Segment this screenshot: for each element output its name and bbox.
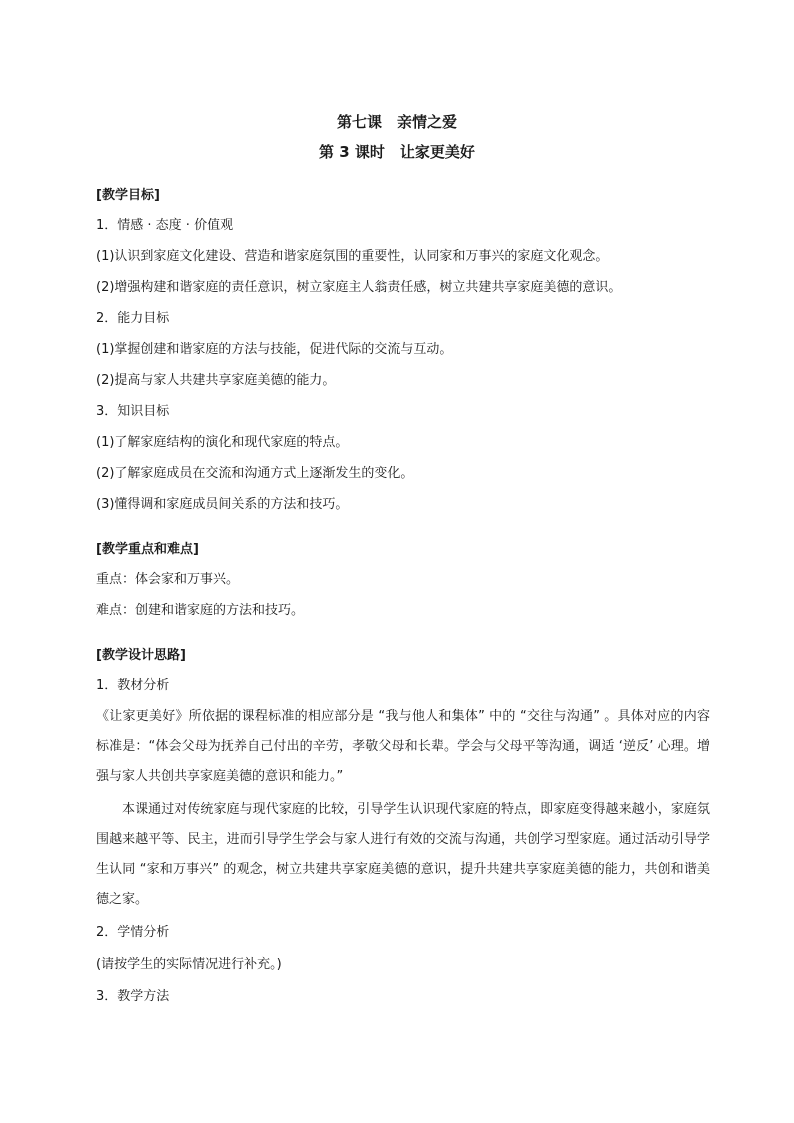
focus-difficulty: 难点：创建和谐家庭的方法和技巧。 <box>96 603 305 618</box>
section-heading-focus: [教学重点和难点] <box>96 542 199 557</box>
lesson-title: 第七课 亲情之爱 <box>336 113 457 131</box>
lesson-subtitle: 第 3 课时 让家更美好 <box>319 143 475 161</box>
design-paragraph-1: 《让家更美好》所依据的课程标准的相应部分是 “我与他人和集体” 中的 “交往与沟通” 。具体对应的内容标准是：“体会父母为抚养自己付出的辛劳，孝敬父母和长辈。学会与父母平等沟通，调适 ‘逆反’ 心理。增强与家人共创共享家庭美德的意识和能力。” <box>96 709 710 784</box>
goal-item: (1)了解家庭结构的演化和现代家庭的特点。 <box>96 435 349 450</box>
goal-item: 2．能力目标 <box>96 311 170 326</box>
design-note: (请按学生的实际情况进行补充。) <box>96 957 282 972</box>
goal-item: 3．知识目标 <box>96 404 170 419</box>
design-item-methods: 3．教学方法 <box>96 989 170 1004</box>
design-item-students: 2．学情分析 <box>96 925 170 940</box>
design-item-textbook: 1．教材分析 <box>96 678 170 693</box>
goal-item: 1．情感 · 态度 · 价值观 <box>96 218 234 233</box>
goal-item: (3)懂得调和家庭成员间关系的方法和技巧。 <box>96 497 349 512</box>
design-paragraph-2: 本课通过对传统家庭与现代家庭的比较，引导学生认识现代家庭的特点，即家庭变得越来越小，家庭氛围越来越平等、民主，进而引导学生学会与家人进行有效的交流与沟通，共创学习型家庭。通过活动引导学生认同 “家和万事兴” 的观念，树立共建共享家庭美德的意识，提升共建共享家庭美德的能力，共创和谐美德之家。 <box>96 802 710 907</box>
goal-item: (2)增强构建和谐家庭的责任意识，树立家庭主人翁责任感，树立共建共享家庭美德的意识。 <box>96 280 622 295</box>
goal-item: (2)了解家庭成员在交流和沟通方式上逐渐发生的变化。 <box>96 466 414 481</box>
section-heading-design: [教学设计思路] <box>96 648 186 663</box>
focus-key: 重点：体会家和万事兴。 <box>96 572 240 587</box>
goal-item: (1)掌握创建和谐家庭的方法与技能，促进代际的交流与互动。 <box>96 342 453 357</box>
section-heading-goals: [教学目标] <box>96 188 160 203</box>
goal-item: (2)提高与家人共建共享家庭美德的能力。 <box>96 373 336 388</box>
goal-item: (1)认识到家庭文化建设、营造和谐家庭氛围的重要性，认同家和万事兴的家庭文化观念。 <box>96 249 609 264</box>
